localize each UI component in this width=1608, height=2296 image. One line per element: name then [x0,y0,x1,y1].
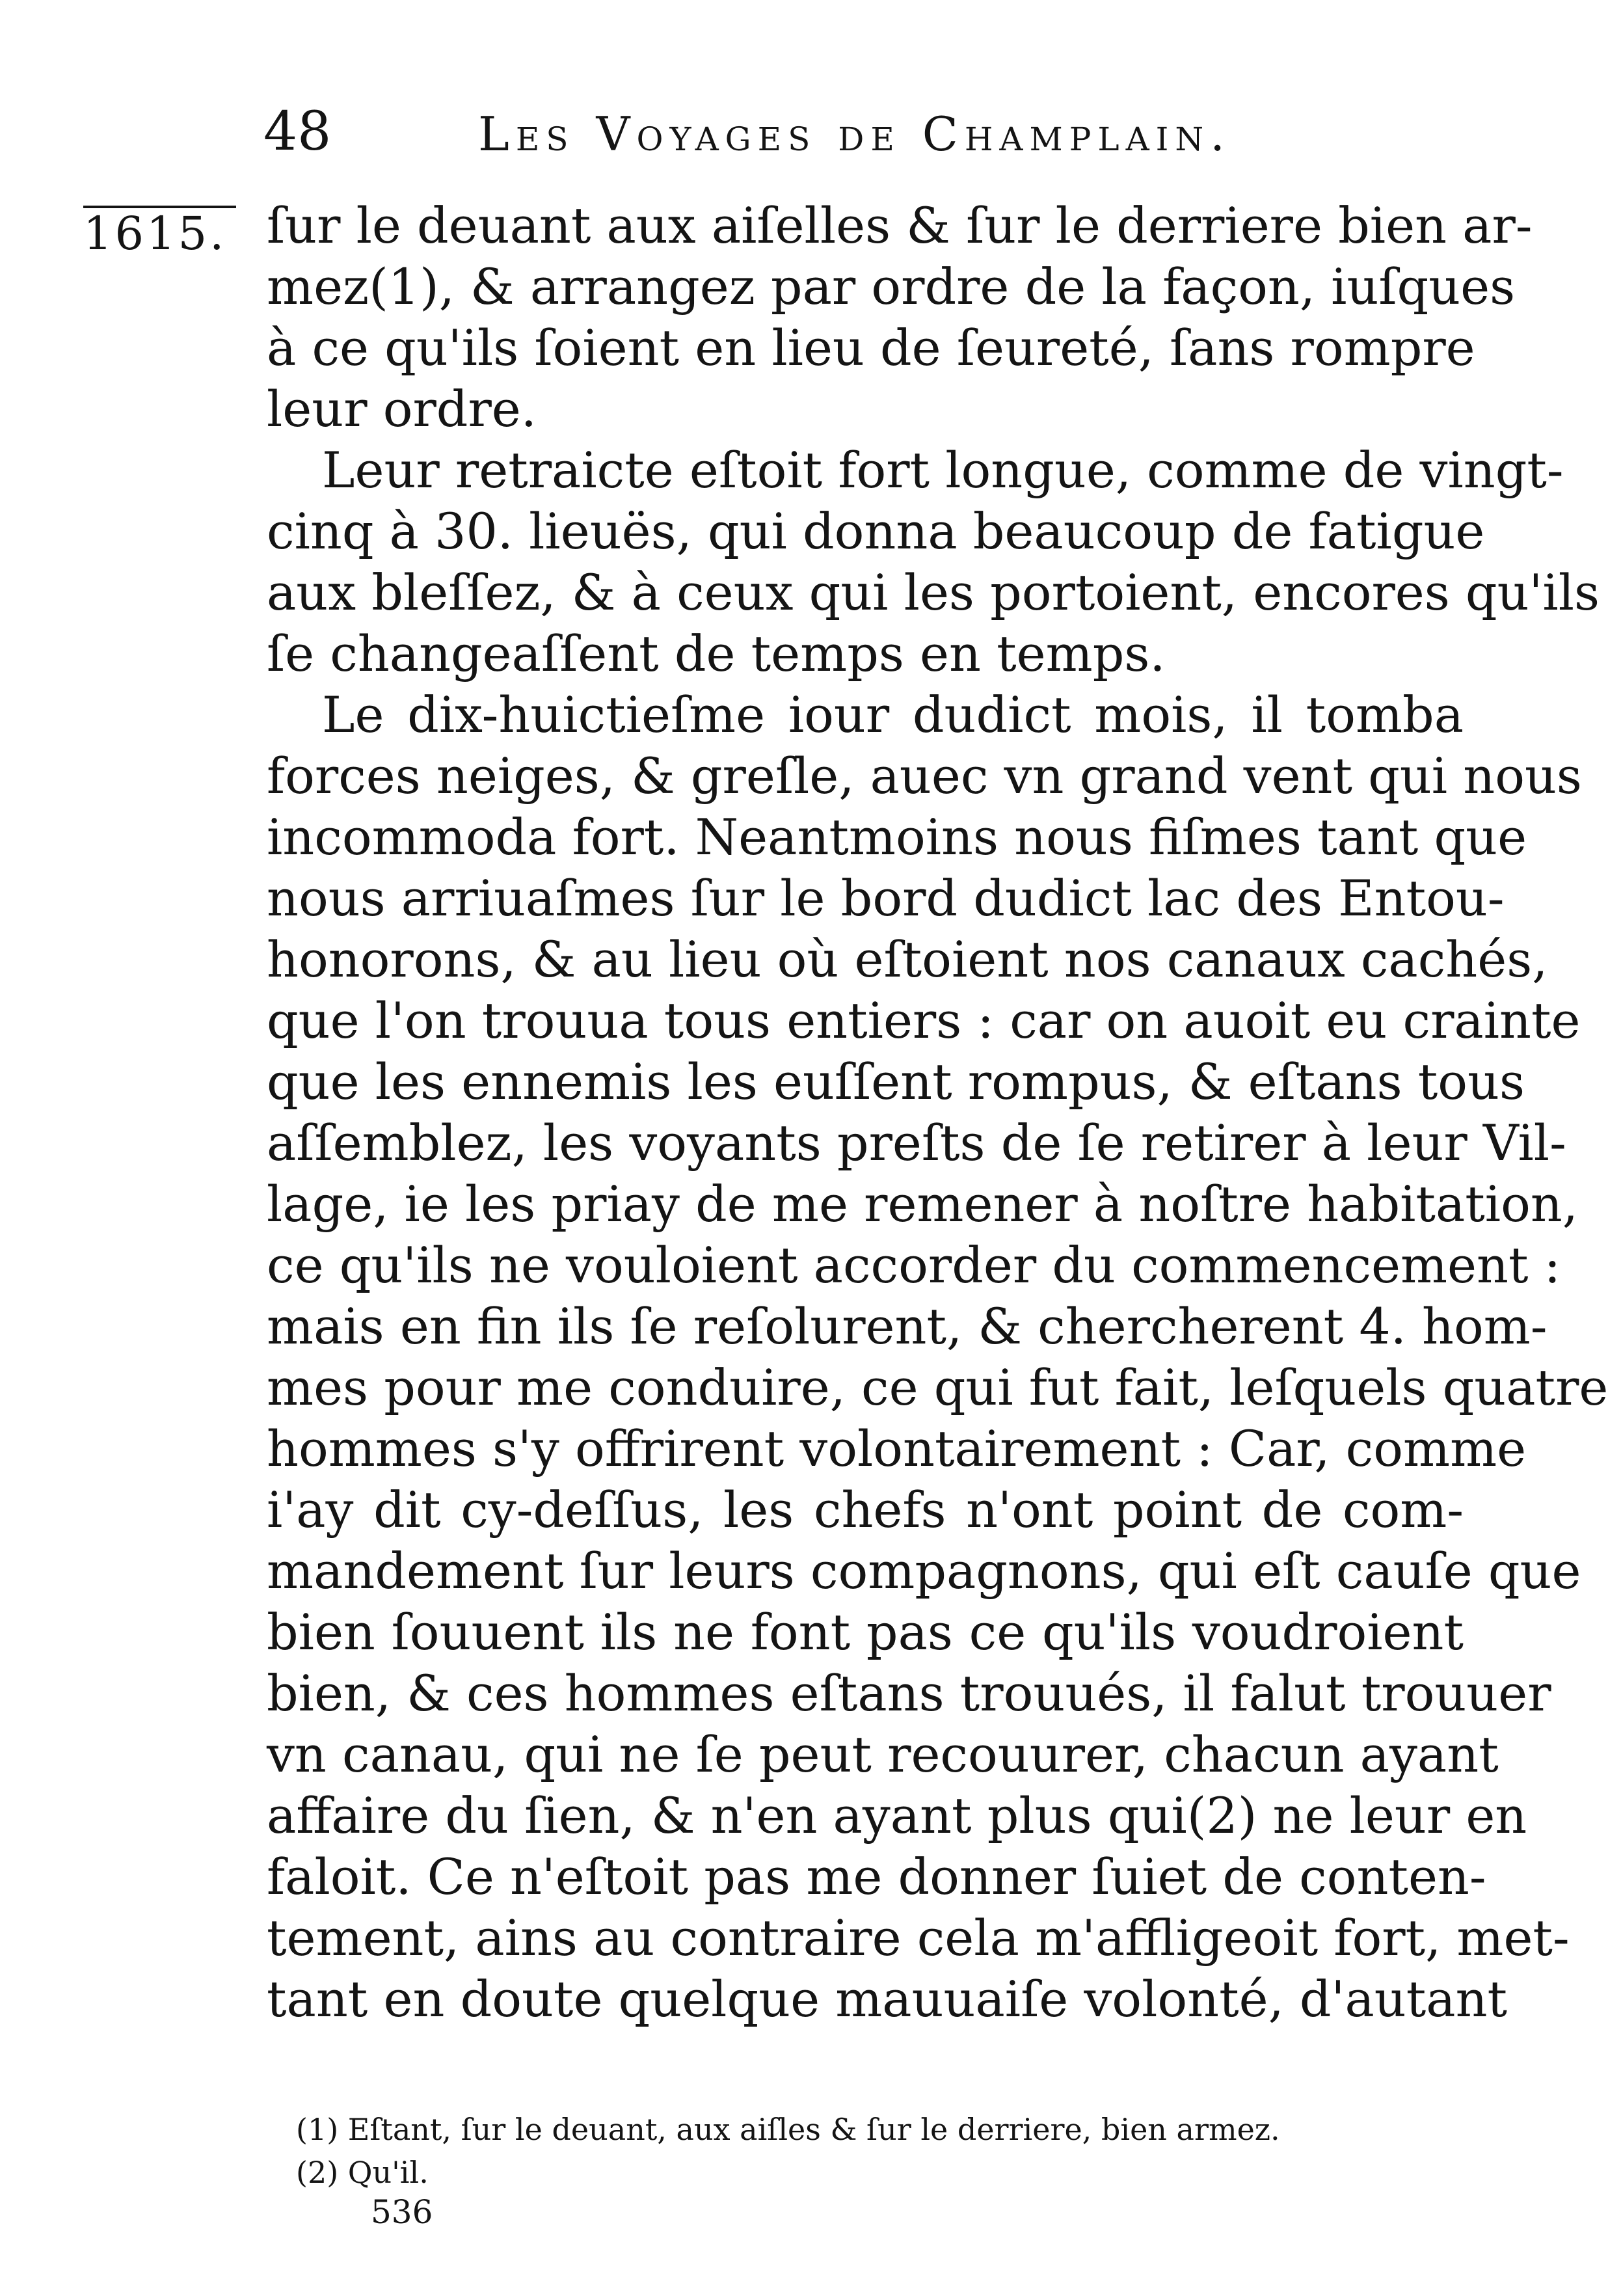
text-line: incommoda fort. Neantmoins nous fiſmes tant que [267,808,1527,866]
text-line: hommes s'y offrirent volontairement : Car, comme [267,1420,1527,1478]
text-line: Le dix-huictieſme iour dudict mois, il tomba [322,686,1464,744]
text-line: mais en fin ils ſe reſolurent, & chercherent 4. hom- [267,1297,1548,1355]
page-header [263,98,1272,176]
text-line: nous arriuaſmes ſur le bord dudict lac des Entou- [267,869,1505,927]
text-line: tement, ains au contraire cela m'affligeoit fort, met- [267,1909,1570,1967]
text-line: bien, & ces hommes eſtans trouués, il falut trouuer [267,1664,1551,1722]
text-line: lage, ie les priay de me remener à noſtre habitation, [267,1175,1578,1233]
text-line: mez(1), & arrangez par ordre de la façon, iuſques [267,258,1516,316]
text-line: ſur le deuant aux aiſelles & ſur le derriere bien ar- [267,196,1533,254]
footnote: (1) Eſtant, ſur le deuant, aux aiſles & ſur le derriere, bien armez. [296,2112,1280,2147]
text-line: Leur retraicte eſtoit fort longue, comme de vingt- [322,441,1564,499]
footnotes [296,2108,1337,2194]
body-text [267,195,1608,2030]
text-line: à ce qu'ils ſoient en lieu de ſeureté, ſans rompre [267,319,1475,377]
text-line: aux bleſſez, & à ceux qui les portoient, encores qu'ils [267,563,1600,621]
running-head: Les Voyages de Champlain. [478,107,1232,161]
text-line: leur ordre. [267,380,537,438]
text-line: honorons, & au lieu où eſtoient nos canaux cachés, [267,930,1548,988]
text-line: affaire du ſien, & n'en ayant plus qui(2) ne leur en [267,1787,1527,1844]
text-line: cinq à 30. lieuës, qui donna beaucoup de fatigue [267,502,1485,560]
text-line: ce qu'ils ne vouloient accorder du commencement : [267,1236,1561,1294]
signature-mark: 536 [371,2193,433,2231]
text-line: tant en doute quelque mauuaiſe volonté, d'autant [267,1970,1508,2028]
text-line: ſe changeaſſent de temps en temps. [267,625,1166,682]
page-number: 48 [263,101,332,163]
text-line: que l'on trouua tous entiers : car on auoit eu crainte [267,992,1581,1049]
footnote: (2) Qu'il. [296,2155,429,2190]
text-line: i'ay dit cy-deſſus, les chefs n'ont point de com- [267,1481,1464,1539]
text-line: mandement ſur leurs compagnons, qui eſt cauſe que [267,1542,1581,1600]
text-line: que les ennemis les euſſent rompus, & eſtans tous [267,1053,1525,1111]
text-line: bien ſouuent ils ne font pas ce qu'ils voudroient [267,1603,1464,1661]
text-line: aſſemblez, les voyants preſts de ſe retirer à leur Vil- [267,1114,1566,1172]
text-line: mes pour me conduire, ce qui fut fait, leſquels quatre [267,1358,1608,1416]
text-line: vn canau, qui ne ſe peut recouurer, chacun ayant [267,1725,1499,1783]
margin-year-note: 1615. [83,206,236,256]
text-line: faloit. Ce n'eſtoit pas me donner ſuiet de conten- [267,1848,1486,1906]
text-line: forces neiges, & greſle, auec vn grand vent qui nous [267,747,1582,805]
